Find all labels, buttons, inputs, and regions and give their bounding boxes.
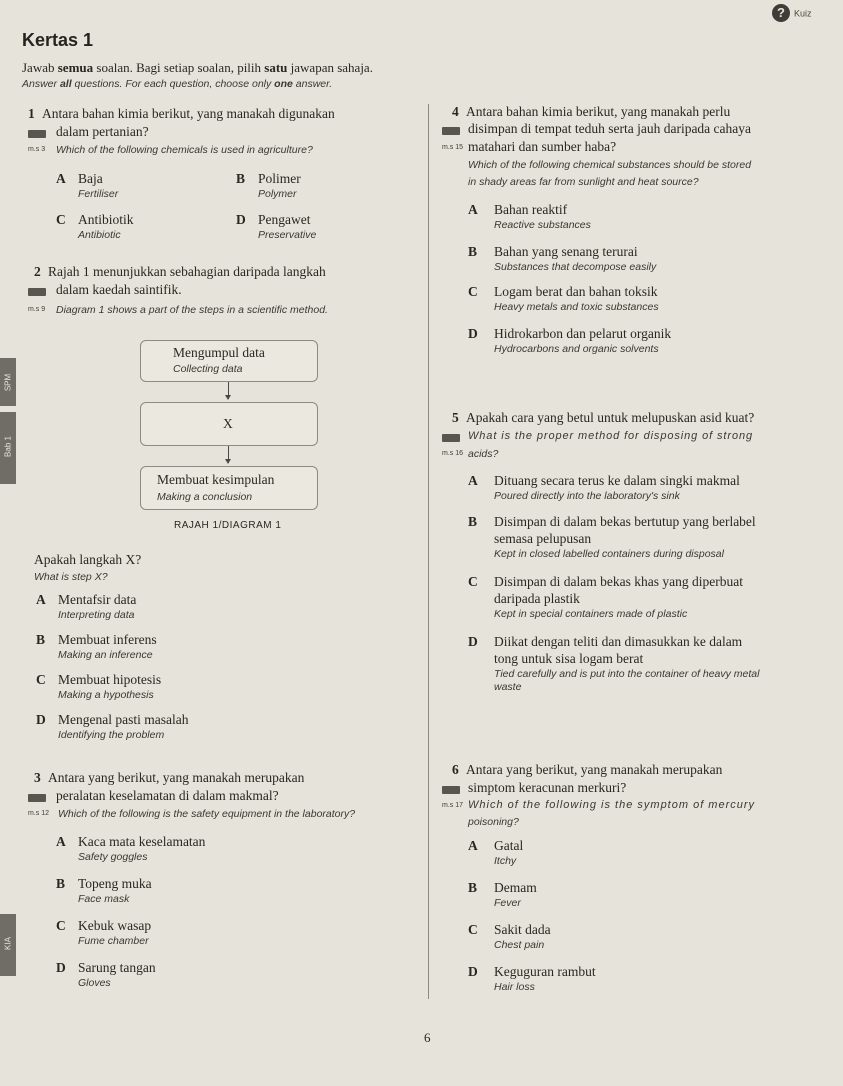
q4-stem-en1: Which of the following chemical substances should be stored — [468, 159, 752, 171]
q1-stem-line2: dalam pertanian? — [56, 124, 149, 139]
q5-option-c[interactable]: C Disimpan di dalam bekas khas yang diperbuat daripada plastik Kept in special containers made of plastic — [468, 574, 743, 620]
q2-stem-line1: 2 Rajah 1 menunjukkan sebahagian daripada langkah — [34, 264, 326, 279]
q3-option-a[interactable]: A Kaca mata keselamatan Safety goggles — [56, 834, 206, 863]
q2-ask-ms: Apakah langkah X? — [34, 552, 142, 567]
q6-option-b[interactable]: B Demam Fever — [468, 880, 537, 909]
q2-option-c[interactable]: C Membuat hipotesis Making a hypothesis — [36, 672, 162, 701]
q4-option-b[interactable]: B Bahan yang senang terurai Substances that decompose easily — [468, 244, 657, 273]
diagram-step-1: Mengumpul data Collecting data — [140, 340, 318, 382]
q6-option-d[interactable]: D Keguguran rambut Hair loss — [468, 964, 596, 993]
q2-stem-line2: dalam kaedah saintifik. — [56, 282, 182, 297]
q3-option-c[interactable]: C Kebuk wasap Fume chamber — [56, 918, 152, 947]
q5-stem-en2: acids? — [468, 448, 499, 460]
q6-stem-line2: simptom keracunan merkuri? — [468, 780, 627, 795]
q3-stem-en: Which of the following is the safety equipment in the laboratory? — [58, 808, 356, 820]
q5-stem-en1: What is the proper method for disposing of strong — [468, 430, 754, 442]
diagram-step-3: Membuat kesimpulan Making a conclusion — [140, 466, 318, 510]
q1-stem-en: Which of the following chemicals is used in agriculture? — [56, 144, 313, 156]
instructions-ms: Jawab semua soalan. Bagi setiap soalan, pilih satu jawapan sahaja. — [22, 60, 373, 75]
question-icon: ? — [772, 4, 790, 22]
q4-option-d[interactable]: D Hidrokarbon dan pelarut organik Hydrocarbons and organic solvents — [468, 326, 672, 355]
side-tab-kia: KIA — [0, 914, 16, 976]
hots-badge — [28, 288, 46, 296]
q6-option-c[interactable]: C Sakit dada Chest pain — [468, 922, 551, 951]
hots-badge — [442, 127, 460, 135]
arrow-down-icon — [228, 446, 229, 460]
q6-stem-en2: poisoning? — [468, 816, 519, 828]
column-divider — [428, 104, 429, 999]
q6-page-ref: m.s 17 — [442, 802, 464, 809]
q1-page-ref: m.s 3 — [28, 146, 46, 153]
q3-stem-line2: peralatan keselamatan di dalam makmal? — [56, 788, 279, 803]
q4-option-c[interactable]: C Logam berat dan bahan toksik Heavy metals and toxic substances — [468, 284, 659, 313]
hots-badge — [28, 794, 46, 802]
q2-page-ref: m.s 9 — [28, 306, 46, 313]
q2-option-a[interactable]: A Mentafsir data Interpreting data — [36, 592, 137, 621]
q4-stem-en2: in shady areas far from sunlight and heat source? — [468, 176, 699, 188]
q3-page-ref: m.s 12 — [28, 810, 50, 817]
q4-option-a[interactable]: A Bahan reaktif Reactive substances — [468, 202, 591, 231]
q4-page-ref: m.s 15 — [442, 144, 464, 151]
q5-stem-line1: 5 Apakah cara yang betul untuk melupuskan asid kuat? — [452, 410, 755, 425]
kuiz-badge[interactable] — [772, 4, 812, 22]
q1-option-a[interactable]: A Baja Fertiliser — [56, 171, 119, 200]
kuiz-label: Kuiz — [794, 8, 812, 19]
arrow-down-icon — [228, 382, 229, 396]
hots-badge — [442, 786, 460, 794]
diagram-caption: RAJAH 1/DIAGRAM 1 — [174, 520, 282, 531]
q6-option-a[interactable]: A Gatal Itchy — [468, 838, 524, 867]
q3-option-d[interactable]: D Sarung tangan Gloves — [56, 960, 156, 989]
q1-option-d[interactable]: D Pengawet Preservative — [236, 212, 317, 241]
q2-option-d[interactable]: D Mengenal pasti masalah Identifying the problem — [36, 712, 189, 741]
side-tab-chapter: Bab 1 — [0, 412, 16, 484]
q1-option-c[interactable]: C Antibiotik Antibiotic — [56, 212, 134, 241]
q5-option-a[interactable]: A Dituang secara terus ke dalam singki makmal Poured directly into the laboratory's sink — [468, 473, 740, 502]
hots-badge — [28, 130, 46, 138]
q1-stem-line1: 1 Antara bahan kimia berikut, yang manakah digunakan — [28, 106, 335, 121]
q2-option-b[interactable]: B Membuat inferens Making an inference — [36, 632, 157, 661]
q3-option-b[interactable]: B Topeng muka Face mask — [56, 876, 152, 905]
page-title: Kertas 1 — [22, 30, 94, 50]
q5-page-ref: m.s 16 — [442, 450, 464, 457]
page-number: 6 — [424, 1030, 431, 1045]
q2-ask-en: What is step X? — [34, 571, 108, 583]
instructions-en: Answer all questions. For each question, choose only one answer. — [22, 78, 333, 90]
q4-stem-line1: 4 Antara bahan kimia berikut, yang manakah perlu — [452, 104, 731, 119]
q5-option-b[interactable]: B Disimpan di dalam bekas bertutup yang berlabel semasa pelupusan Kept in closed labelled containers during disposal — [468, 514, 756, 560]
hots-badge — [442, 434, 460, 442]
q4-stem-line2: disimpan di tempat teduh serta jauh daripada cahaya — [468, 121, 752, 136]
q6-stem-line1: 6 Antara yang berikut, yang manakah merupakan — [452, 762, 723, 777]
side-tab-spm: SPM — [0, 358, 16, 406]
q1-option-b[interactable]: B Polimer Polymer — [236, 171, 301, 200]
q3-stem-line1: 3 Antara yang berikut, yang manakah merupakan — [34, 770, 305, 785]
q6-stem-en1: Which of the following is the symptom of mercury — [468, 799, 756, 811]
diagram-step-x: X — [140, 402, 318, 446]
q5-option-d[interactable]: D Diikat dengan teliti dan dimasukkan ke dalam tong untuk sisa logam berat Tied carefully and is put into the container of heavy metal waste — [468, 634, 760, 693]
q2-stem-en: Diagram 1 shows a part of the steps in a scientific method. — [56, 304, 328, 316]
q4-stem-line3: matahari dan sumber haba? — [468, 139, 617, 154]
